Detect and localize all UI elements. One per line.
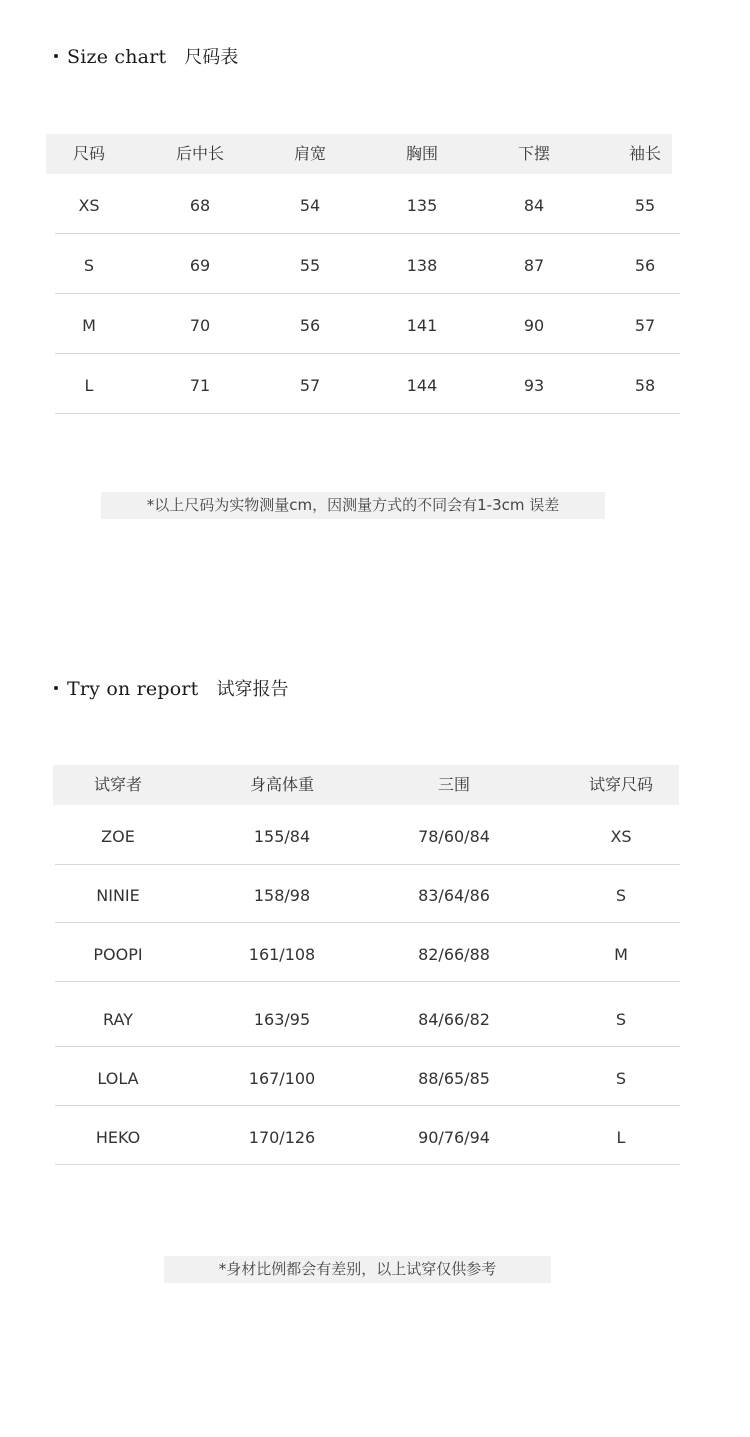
size-table-cell: 56 — [634, 256, 656, 275]
try-row-divider — [55, 1105, 680, 1106]
size-chart-title — [54, 43, 238, 69]
try-table-cell: LOLA — [97, 1069, 139, 1088]
try-table-cell: 155/84 — [253, 827, 311, 846]
size-chart-title-cn: 尺码表 — [184, 47, 239, 68]
try-table-cell: 158/98 — [253, 886, 311, 905]
size-table-cell: L — [84, 376, 94, 395]
try-table-cell: 88/65/85 — [418, 1069, 490, 1088]
size-table-cell: 90 — [523, 316, 545, 335]
size-row-divider — [55, 413, 680, 414]
size-table-cell: 84 — [523, 196, 545, 215]
try-table-cell: 84/66/82 — [418, 1010, 490, 1029]
try-table-cell: 83/64/86 — [418, 886, 490, 905]
bullet-dot-icon — [54, 54, 58, 58]
try-table-cell: 170/126 — [248, 1128, 316, 1147]
size-chart-title-en: Size chart — [67, 46, 167, 68]
size-table-cell: 69 — [189, 256, 211, 275]
try-table-cell: M — [614, 945, 628, 964]
try-table-cell: 82/66/88 — [418, 945, 490, 964]
try-table-cell: S — [615, 886, 627, 905]
size-header-cell: 后中长 — [175, 144, 224, 163]
try-row-divider — [55, 981, 680, 982]
try-table-cell: 167/100 — [248, 1069, 316, 1088]
size-table-cell: XS — [78, 196, 100, 215]
size-table-cell: 93 — [523, 376, 545, 395]
try-table-cell: 78/60/84 — [418, 827, 490, 846]
try-header-cell: 试穿者 — [93, 775, 142, 794]
size-table-cell: 55 — [634, 196, 656, 215]
size-header-cell: 胸围 — [405, 144, 438, 163]
try-table-cell: 163/95 — [253, 1010, 311, 1029]
try-row-divider — [55, 1046, 680, 1047]
try-header-cell: 试穿尺码 — [588, 775, 653, 794]
size-table-cell: 71 — [189, 376, 211, 395]
try-table-cell: 161/108 — [248, 945, 316, 964]
size-table-cell: M — [82, 316, 96, 335]
try-on-title-cn: 试穿报告 — [216, 679, 289, 700]
try-on-title — [54, 675, 289, 701]
size-table-cell: 138 — [406, 256, 438, 275]
size-header-cell: 下摆 — [517, 144, 550, 163]
size-table-cell: 87 — [523, 256, 545, 275]
size-chart-note: *以上尺码为实物测量cm，因测量方式的不同会有1-3cm 误差 — [101, 492, 605, 519]
size-header-cell: 肩宽 — [293, 144, 326, 163]
try-table-cell: 90/76/94 — [418, 1128, 490, 1147]
size-row-divider — [55, 353, 680, 354]
size-table-cell: 135 — [406, 196, 438, 215]
size-table-cell: 68 — [189, 196, 211, 215]
size-table-cell: 54 — [299, 196, 321, 215]
try-on-note: *身材比例都会有差别，以上试穿仅供参考 — [164, 1256, 551, 1283]
size-row-divider — [55, 293, 680, 294]
size-table-cell: 58 — [634, 376, 656, 395]
try-table-cell: NINIE — [96, 886, 140, 905]
try-row-divider — [55, 864, 680, 865]
try-header-cell: 三围 — [437, 775, 470, 794]
size-table-cell: 70 — [189, 316, 211, 335]
size-table-cell: 55 — [299, 256, 321, 275]
try-table-cell: L — [616, 1128, 626, 1147]
size-header-cell: 袖长 — [628, 144, 661, 163]
size-table-cell: 57 — [299, 376, 321, 395]
bullet-dot-icon — [54, 686, 58, 690]
size-table-cell: 57 — [634, 316, 656, 335]
try-table-cell: ZOE — [101, 827, 135, 846]
try-row-divider — [55, 922, 680, 923]
size-row-divider — [55, 233, 680, 234]
size-table-cell: 141 — [406, 316, 438, 335]
try-table-cell: S — [615, 1069, 627, 1088]
try-table-cell: POOPI — [93, 945, 143, 964]
try-table-cell: XS — [610, 827, 632, 846]
try-row-divider — [55, 1164, 680, 1165]
try-header-cell: 身高体重 — [249, 775, 314, 794]
try-on-title-en: Try on report — [67, 678, 199, 700]
try-table-cell: HEKO — [95, 1128, 141, 1147]
size-table-cell: 144 — [406, 376, 438, 395]
try-table-cell: RAY — [103, 1010, 133, 1029]
size-table-cell: 56 — [299, 316, 321, 335]
try-table-cell: S — [615, 1010, 627, 1029]
size-table-cell: S — [83, 256, 95, 275]
size-header-cell: 尺码 — [72, 144, 105, 163]
